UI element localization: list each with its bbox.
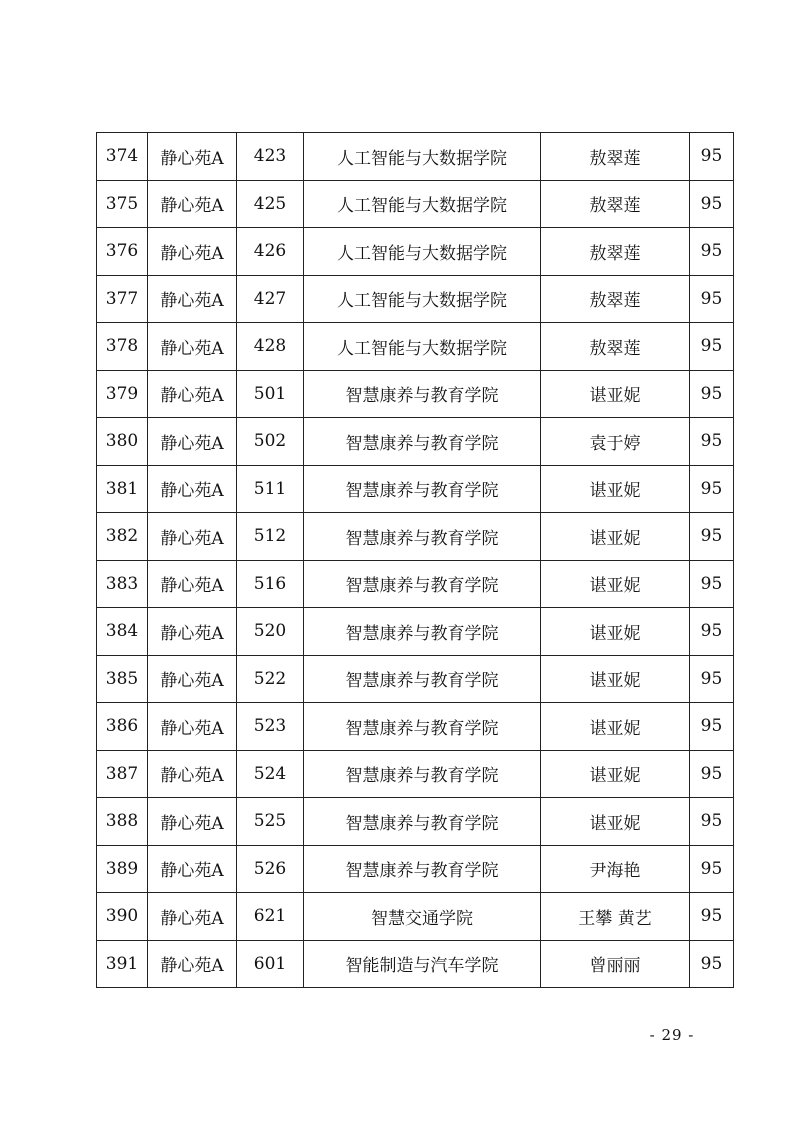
score-cell: 95 [690, 418, 734, 466]
row-number-cell: 386 [97, 703, 148, 751]
score-cell: 95 [690, 275, 734, 323]
score-cell: 95 [690, 370, 734, 418]
row-number-cell: 383 [97, 560, 148, 608]
table-row [97, 133, 734, 181]
score-cell: 95 [690, 323, 734, 371]
person-cell: 敖翠莲 [541, 323, 690, 371]
row-number-cell: 377 [97, 275, 148, 323]
college-cell: 智慧康养与教育学院 [304, 418, 541, 466]
person-cell: 敖翠莲 [541, 180, 690, 228]
building-cell: 静心苑A [148, 323, 237, 371]
college-cell: 智慧康养与教育学院 [304, 370, 541, 418]
row-number-cell: 387 [97, 750, 148, 798]
table-row [97, 323, 734, 371]
row-number-cell: 380 [97, 418, 148, 466]
row-number-cell: 384 [97, 608, 148, 656]
college-cell: 智慧康养与教育学院 [304, 513, 541, 561]
table-row [97, 940, 734, 988]
college-cell: 智慧康养与教育学院 [304, 845, 541, 893]
table-row [97, 750, 734, 798]
person-cell: 敖翠莲 [541, 133, 690, 181]
room-cell: 601 [237, 940, 304, 988]
table-row [97, 655, 734, 703]
college-cell: 智慧康养与教育学院 [304, 750, 541, 798]
person-cell: 王攀 黄艺 [541, 893, 690, 941]
room-cell: 423 [237, 133, 304, 181]
building-cell: 静心苑A [148, 893, 237, 941]
table-row [97, 513, 734, 561]
table-row [97, 370, 734, 418]
table-row [97, 228, 734, 276]
room-cell: 520 [237, 608, 304, 656]
table-row [97, 845, 734, 893]
college-cell: 智慧康养与教育学院 [304, 703, 541, 751]
building-cell: 静心苑A [148, 940, 237, 988]
room-cell: 621 [237, 893, 304, 941]
score-cell: 95 [690, 845, 734, 893]
college-cell: 人工智能与大数据学院 [304, 180, 541, 228]
building-cell: 静心苑A [148, 798, 237, 846]
person-cell: 谌亚妮 [541, 750, 690, 798]
building-cell: 静心苑A [148, 418, 237, 466]
score-cell: 95 [690, 798, 734, 846]
college-cell: 智慧康养与教育学院 [304, 655, 541, 703]
person-cell: 敖翠莲 [541, 275, 690, 323]
room-cell: 427 [237, 275, 304, 323]
table-row [97, 703, 734, 751]
person-cell: 袁于婷 [541, 418, 690, 466]
building-cell: 静心苑A [148, 655, 237, 703]
person-cell: 曾丽丽 [541, 940, 690, 988]
table-row [97, 465, 734, 513]
building-cell: 静心苑A [148, 180, 237, 228]
person-cell: 尹海艳 [541, 845, 690, 893]
building-cell: 静心苑A [148, 560, 237, 608]
room-cell: 526 [237, 845, 304, 893]
person-cell: 谌亚妮 [541, 655, 690, 703]
score-cell: 95 [690, 750, 734, 798]
score-cell: 95 [690, 465, 734, 513]
person-cell: 谌亚妮 [541, 608, 690, 656]
building-cell: 静心苑A [148, 275, 237, 323]
page-number: - 29 - [649, 1026, 695, 1044]
row-number-cell: 388 [97, 798, 148, 846]
row-number-cell: 391 [97, 940, 148, 988]
table-row [97, 180, 734, 228]
college-cell: 智慧康养与教育学院 [304, 798, 541, 846]
room-cell: 525 [237, 798, 304, 846]
score-cell: 95 [690, 560, 734, 608]
table-body [97, 133, 734, 988]
table-row [97, 798, 734, 846]
building-cell: 静心苑A [148, 845, 237, 893]
person-cell: 谌亚妮 [541, 465, 690, 513]
table-row [97, 418, 734, 466]
room-cell: 501 [237, 370, 304, 418]
person-cell: 敖翠莲 [541, 228, 690, 276]
row-number-cell: 389 [97, 845, 148, 893]
college-cell: 人工智能与大数据学院 [304, 275, 541, 323]
room-cell: 425 [237, 180, 304, 228]
college-cell: 智慧交通学院 [304, 893, 541, 941]
college-cell: 人工智能与大数据学院 [304, 323, 541, 371]
row-number-cell: 379 [97, 370, 148, 418]
college-cell: 智能制造与汽车学院 [304, 940, 541, 988]
score-cell: 95 [690, 180, 734, 228]
dormitory-score-table [96, 132, 734, 988]
row-number-cell: 375 [97, 180, 148, 228]
row-number-cell: 374 [97, 133, 148, 181]
college-cell: 智慧康养与教育学院 [304, 465, 541, 513]
table-row [97, 608, 734, 656]
room-cell: 502 [237, 418, 304, 466]
table-row [97, 893, 734, 941]
score-cell: 95 [690, 513, 734, 561]
room-cell: 428 [237, 323, 304, 371]
person-cell: 谌亚妮 [541, 703, 690, 751]
row-number-cell: 378 [97, 323, 148, 371]
room-cell: 511 [237, 465, 304, 513]
building-cell: 静心苑A [148, 703, 237, 751]
college-cell: 智慧康养与教育学院 [304, 608, 541, 656]
college-cell: 人工智能与大数据学院 [304, 228, 541, 276]
row-number-cell: 382 [97, 513, 148, 561]
room-cell: 523 [237, 703, 304, 751]
score-cell: 95 [690, 940, 734, 988]
building-cell: 静心苑A [148, 608, 237, 656]
building-cell: 静心苑A [148, 228, 237, 276]
row-number-cell: 385 [97, 655, 148, 703]
score-cell: 95 [690, 608, 734, 656]
building-cell: 静心苑A [148, 133, 237, 181]
row-number-cell: 376 [97, 228, 148, 276]
score-cell: 95 [690, 655, 734, 703]
building-cell: 静心苑A [148, 465, 237, 513]
person-cell: 谌亚妮 [541, 798, 690, 846]
table-row [97, 560, 734, 608]
room-cell: 522 [237, 655, 304, 703]
person-cell: 谌亚妮 [541, 560, 690, 608]
score-cell: 95 [690, 228, 734, 276]
table-row [97, 275, 734, 323]
person-cell: 谌亚妮 [541, 370, 690, 418]
row-number-cell: 381 [97, 465, 148, 513]
person-cell: 谌亚妮 [541, 513, 690, 561]
room-cell: 516 [237, 560, 304, 608]
college-cell: 人工智能与大数据学院 [304, 133, 541, 181]
score-cell: 95 [690, 893, 734, 941]
score-cell: 95 [690, 133, 734, 181]
row-number-cell: 390 [97, 893, 148, 941]
room-cell: 512 [237, 513, 304, 561]
building-cell: 静心苑A [148, 513, 237, 561]
score-cell: 95 [690, 703, 734, 751]
college-cell: 智慧康养与教育学院 [304, 560, 541, 608]
building-cell: 静心苑A [148, 370, 237, 418]
room-cell: 524 [237, 750, 304, 798]
building-cell: 静心苑A [148, 750, 237, 798]
room-cell: 426 [237, 228, 304, 276]
